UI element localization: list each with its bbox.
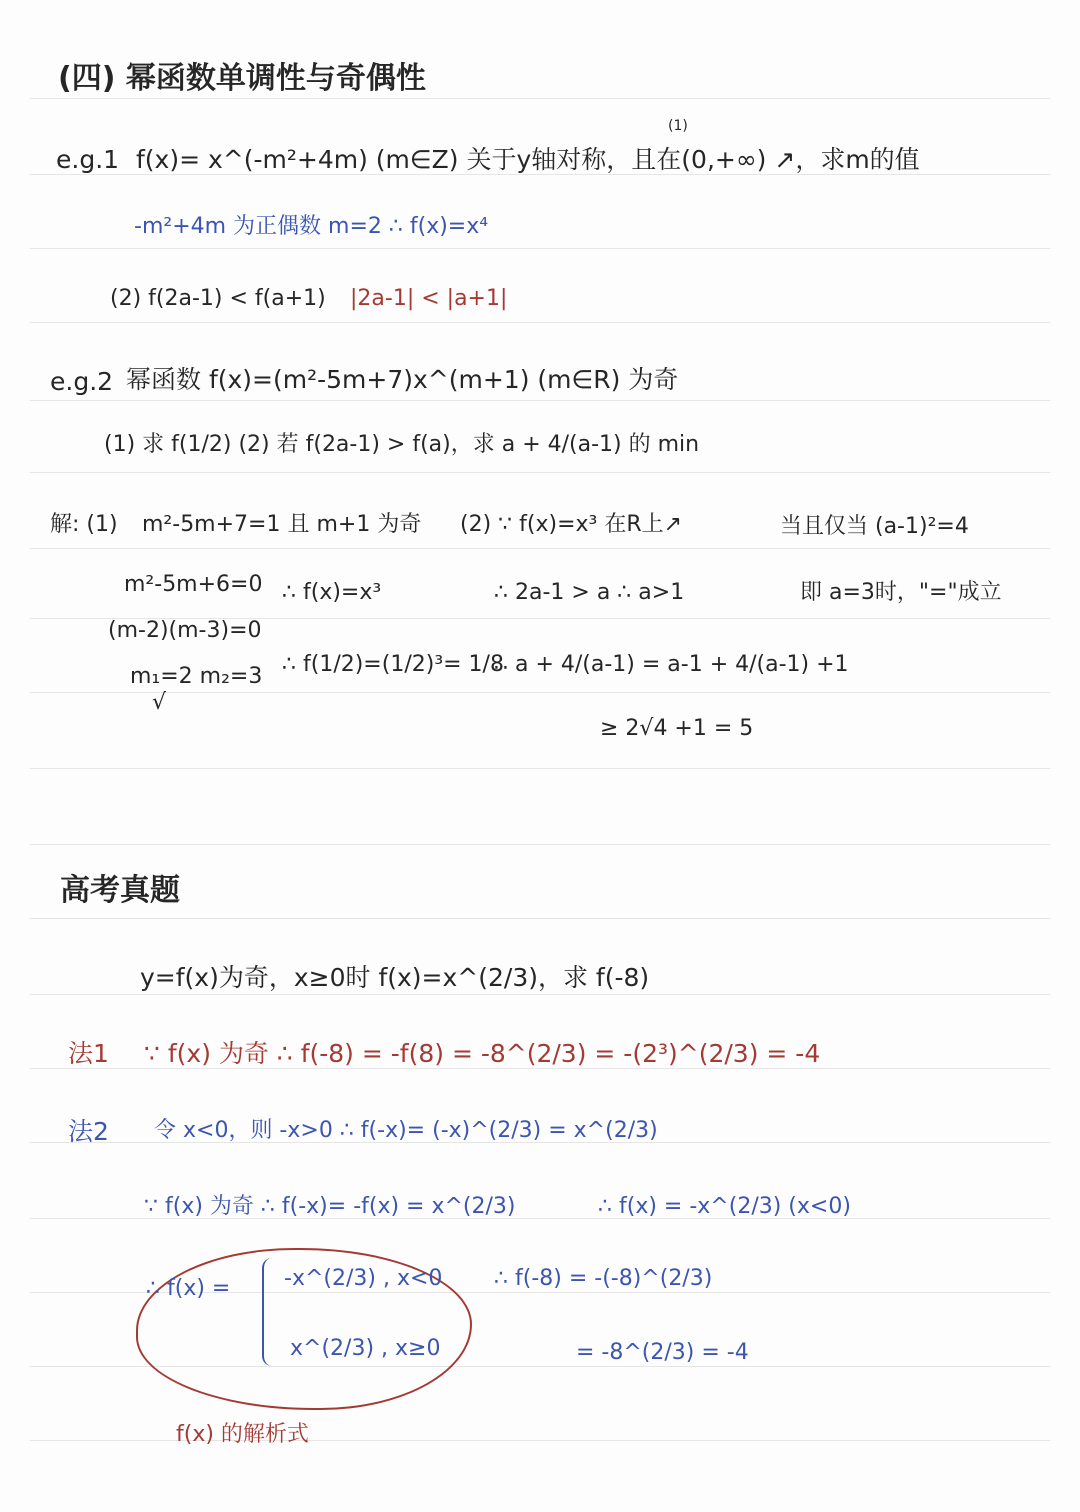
check-mark: √ [152, 690, 167, 715]
eg1-answer2: |2a-1| < |a+1| [350, 286, 508, 311]
ruled-line [30, 692, 1050, 693]
method2-line: 令 x<0，则 -x>0 ∴ f(-x)= (-x)^(2/3) = x^(2/3) [154, 1118, 658, 1143]
piecewise-prefix: ∴ f(x) = [146, 1276, 231, 1301]
eg2-part2-line: ∴ a + 4/(a-1) = a-1 + 4/(a-1) +1 [494, 652, 849, 677]
annotation-note: f(x) 的解析式 [176, 1422, 309, 1447]
eg2-solution-line: m²-5m+6=0 [124, 572, 263, 597]
piecewise-brace [262, 1258, 276, 1366]
ruled-line [30, 548, 1050, 549]
method1-label: 法1 [68, 1039, 109, 1068]
ruled-line [30, 472, 1050, 473]
eg2-solution-line: m²-5m+7=1 且 m+1 为奇 [142, 512, 422, 537]
eg2-solution-line: (m-2)(m-3)=0 [108, 618, 262, 643]
eg1-part-marker: (1) [668, 118, 688, 134]
result-line: ∴ f(-8) = -(-8)^(2/3) [494, 1266, 713, 1291]
gaokao-problem: y=f(x)为奇，x≥0时 f(x)=x^(2/3)，求 f(-8) [140, 963, 650, 992]
eg1-label: e.g.1 [56, 145, 120, 174]
section-title: (四) 幂函数单调性与奇偶性 [58, 61, 426, 96]
eg2-part2-line: (2) ∵ f(x)=x³ 在R上↗ [460, 512, 683, 537]
piecewise-case: x^(2/3) , x≥0 [290, 1336, 441, 1361]
eg2-solution-mid: ∴ f(1/2)=(1/2)³= 1/8 [282, 652, 504, 677]
eg2-statement: 幂函数 f(x)=(m²-5m+7)x^(m+1) (m∈R) 为奇 [126, 365, 679, 394]
eg2-part2-line: ∴ 2a-1 > a ∴ a>1 [494, 580, 685, 605]
method2-line: ∵ f(x) 为奇 ∴ f(-x)= -f(x) = x^(2/3) [144, 1194, 516, 1219]
ruled-line [30, 98, 1050, 99]
eg2-solution-label: 解: (1) [50, 512, 118, 537]
eg2-solution-mid: ∴ f(x)=x³ [282, 580, 382, 605]
method2-line: ∴ f(x) = -x^(2/3) (x<0) [598, 1194, 851, 1219]
eg1-answer1: -m²+4m 为正偶数 m=2 ∴ f(x)=x⁴ [134, 214, 489, 239]
method1-text: ∵ f(x) 为奇 ∴ f(-8) = -f(8) = -8^(2/3) = -(2³)^(2/3) = -4 [144, 1039, 821, 1068]
ruled-line [30, 248, 1050, 249]
eg2-equality-note: 当且仅当 (a-1)²=4 [780, 514, 969, 539]
eg2-equality-note: 即 a=3时，"="成立 [800, 580, 1002, 605]
ruled-line [30, 844, 1050, 845]
eg2-label: e.g.2 [50, 367, 114, 396]
eg1-part2: (2) f(2a-1) < f(a+1) [110, 286, 326, 311]
eg2-part2-line: ≥ 2√4 +1 = 5 [600, 716, 754, 741]
method2-label: 法2 [68, 1117, 109, 1146]
eg1-statement: f(x)= x^(-m²+4m) (m∈Z) 关于y轴对称，且在(0,+∞) ↗，求m的值 [136, 145, 920, 174]
eg2-questions: (1) 求 f(1/2) (2) 若 f(2a-1) > f(a)，求 a + 4/(a-1) 的 min [104, 432, 700, 457]
piecewise-case: -x^(2/3) , x<0 [284, 1266, 443, 1291]
ruled-line [30, 768, 1050, 769]
ruled-line [30, 322, 1050, 323]
ruled-line [30, 400, 1050, 401]
result-line: = -8^(2/3) = -4 [576, 1340, 749, 1365]
eg2-solution-line: m₁=2 m₂=3 [130, 664, 263, 689]
ruled-line [30, 994, 1050, 995]
gaokao-title: 高考真题 [60, 873, 180, 908]
ruled-line [30, 918, 1050, 919]
